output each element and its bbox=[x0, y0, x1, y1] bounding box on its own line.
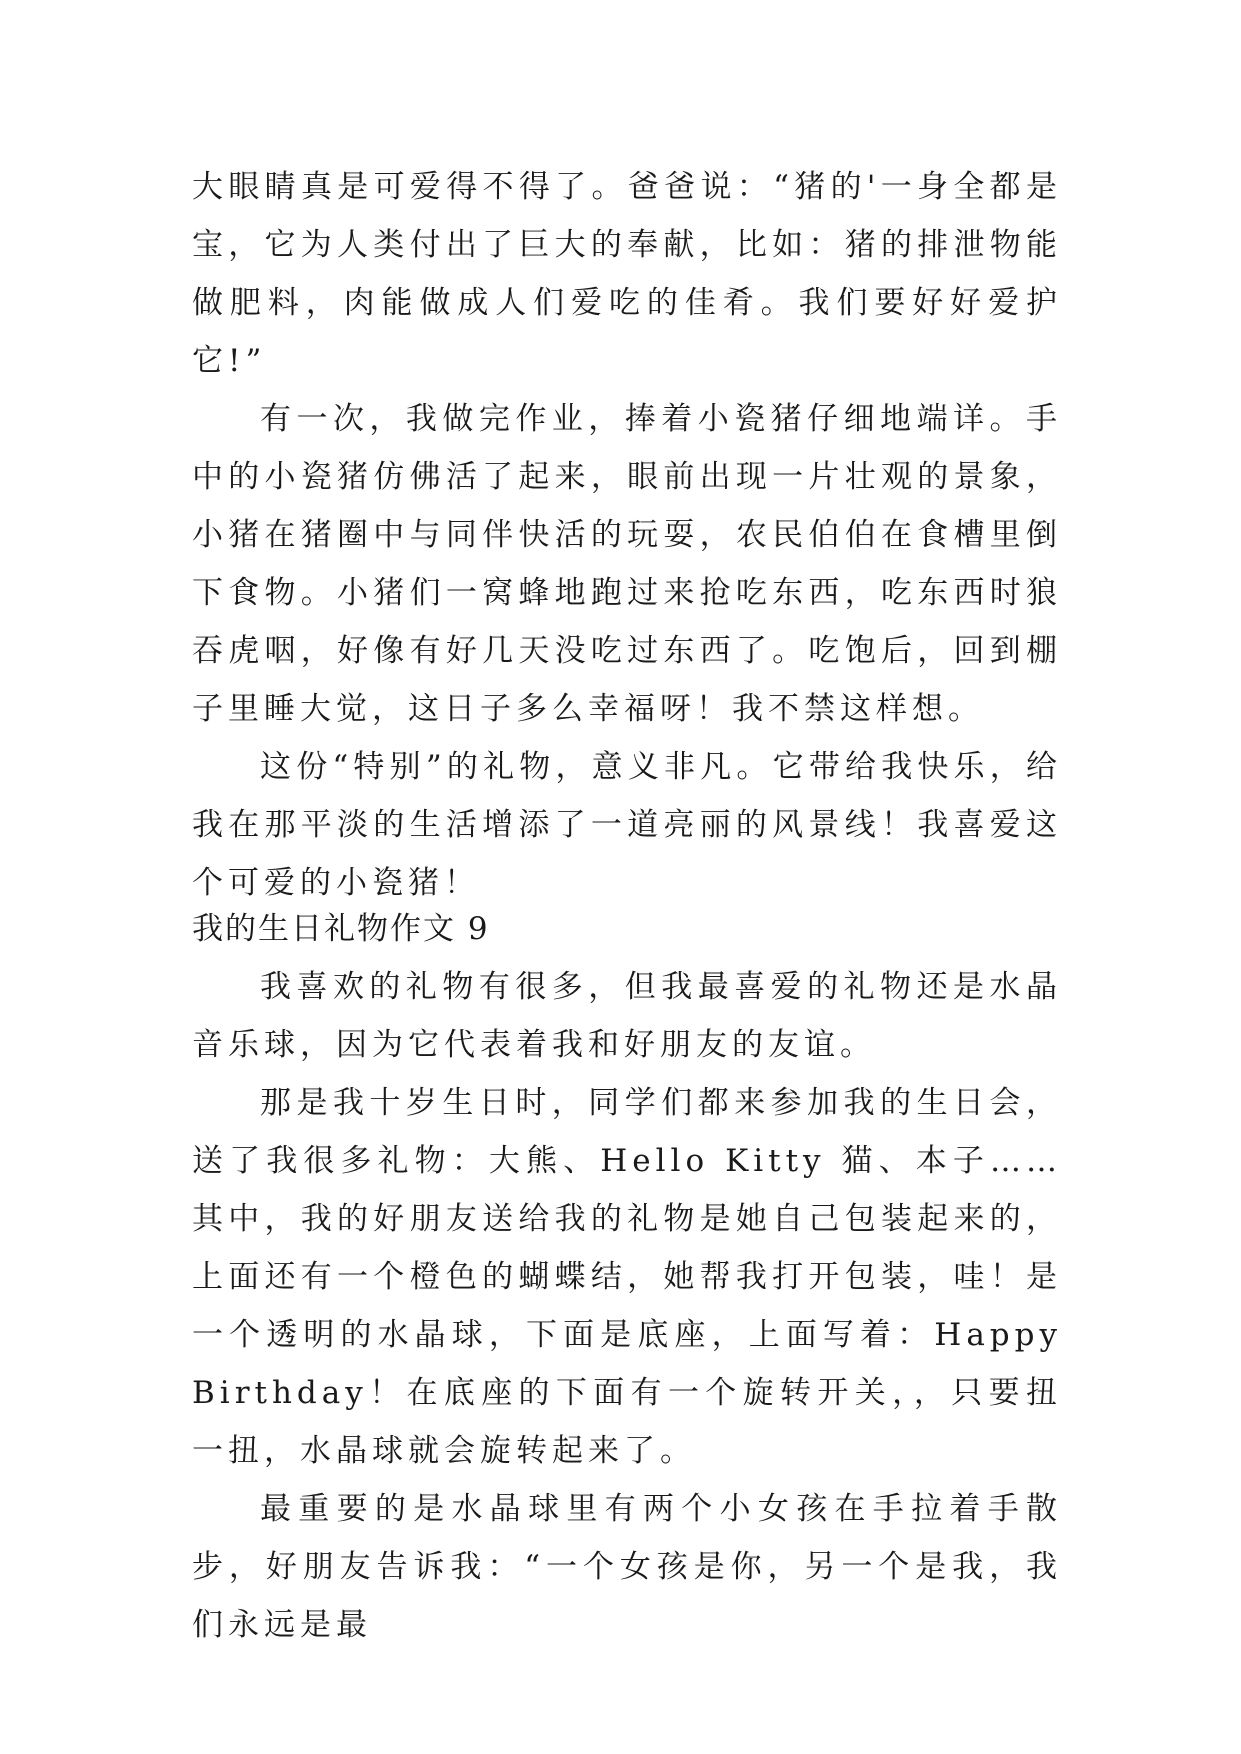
paragraph: 最重要的是水晶球里有两个小女孩在手拉着手散步，好朋友告诉我：“一个女孩是你，另一个是我，我们永远是最 bbox=[192, 1491, 1062, 1643]
essay-heading: 我的生日礼物作文 9 bbox=[192, 911, 490, 947]
paragraph: 有一次，我做完作业，捧着小瓷猪仔细地端详。手中的小瓷猪仿佛活了起来，眼前出现一片壮观的景象，小猪在猪圈中与同伴快活的玩耍，农民伯伯在食槽里倒下食物。小猪们一窝蜂地跑过来抢吃东西，吃东西时狼吞虎咽，好像有好几天没吃过东西了。吃饱后，回到棚子里睡大觉，这日子多么幸福呀！我不禁这样想。 bbox=[192, 401, 1062, 727]
paragraph: 我喜欢的礼物有很多，但我最喜爱的礼物还是水晶音乐球，因为它代表着我和好朋友的友谊。 bbox=[192, 969, 1062, 1063]
paragraph: 那是我十岁生日时，同学们都来参加我的生日会，送了我很多礼物：大熊、Hello Kitty 猫、本子……其中，我的好朋友送给我的礼物是她自己包装起来的，上面还有一个橙色的蝴蝶结，她帮我打开包装，哇！是一个透明的水晶球，下面是底座，上面写着：Happy Birthday！在底座的下面有一个旋转开关，，只要扭一扭，水晶球就会旋转起来了。 bbox=[192, 1085, 1062, 1469]
paragraph: 大眼睛真是可爱得不得了。爸爸说：“猪的'一身全都是宝，它为人类付出了巨大的奉献，比如：猪的排泄物能做肥料，肉能做成人们爱吃的佳肴。我们要好好爱护它!” bbox=[192, 169, 1062, 379]
essay-9 bbox=[192, 900, 1062, 1654]
essay-continuation bbox=[192, 158, 1062, 912]
paragraph: 这份“特别”的礼物，意义非凡。它带给我快乐，给我在那平淡的生活增添了一道亮丽的风景线！我喜爱这个可爱的小瓷猪！ bbox=[192, 749, 1062, 901]
